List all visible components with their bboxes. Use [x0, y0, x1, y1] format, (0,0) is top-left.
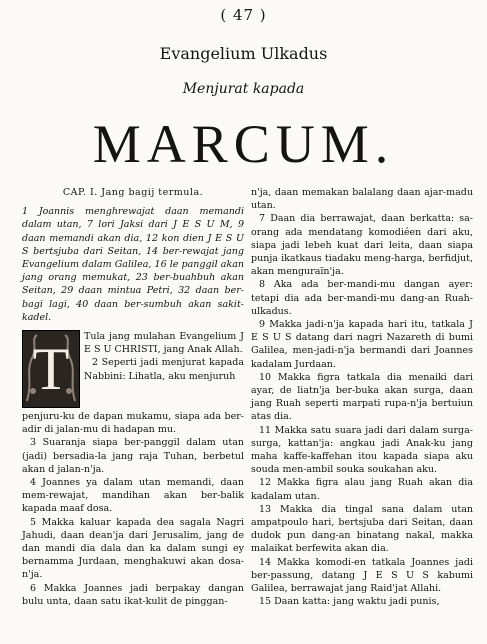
decorated-initial-block	[22, 330, 244, 408]
verse: 12 Makka figra alau jang Ruah akan dia kadalam utan.	[251, 477, 473, 502]
right-column	[251, 186, 473, 609]
chapter-heading: CAP. I. Jang bagij termula.	[62, 187, 204, 198]
verse: 14 Makka komodi-en tatkala Joannes jadi ber-passung, datang J E S U S kabumi Galilea, berrawajat jang Raid'jat Allahi.	[251, 556, 473, 595]
verse: 13 Makka dia tingal sana dalam utan ampatpoulo hari, bertsjuba dari Seitan, daan dudok pun dang-an binatang nakal, makka malaikat berfewita akan dia.	[251, 503, 473, 555]
initial-letter: T	[32, 336, 70, 403]
verse: 5 Makka kaluar kapada dea sagala Nagri Jahudi, daan dean'ja dari Jerusalim, jang de dan mandi dia dala dan ka dalam sungi ey bernamma Jurdaan, menghakuwi akan dosa-n'ja.	[22, 516, 244, 581]
left-column	[22, 186, 244, 608]
verse-2-start: 2 Seperti jadi menjurat kapada Nabbini: Lihatla, aku menjuruh	[84, 357, 244, 382]
page-number: ( 47 )	[220, 6, 267, 24]
book-title: MARCUM.	[92, 114, 395, 174]
verse: 11 Makka satu suara jadi dari dalam surga-surga, kattan'ja: angkau jadi Anak-ku jang maha kaffe-kaffehan itou kapada siapa aku souda men-ambil souka soukahan aku.	[251, 424, 473, 476]
verse: 3 Suaranja siapa ber-panggil dalam utan (jadi) bersadia-la jang raja Tuhan, berbetul akan d jalan-n'ja.	[22, 437, 244, 475]
verse: 7 Daan dia berrawajat, daan berkatta: sa-orang ada mendatang komodiéen dari aku, siapa jadi lebeh kuat dari leita, daan siapa punja ikatkaus tiadaku meng-harga, berfidjut, akan menguraïn'ja.	[251, 213, 473, 278]
gospel-subtitle: Menjurat kapada	[182, 81, 305, 97]
verse: penjuru-ku de dapan mukamu, siapa ada ber-adir di jalan-mu di hadapan mu.	[22, 411, 244, 436]
verse: 10 Makka figra tatkala dia menaiki dari ayar, de liatn'ja ber-buka akan surga, daan jang Ruah seperti marpati rupa-n'ja bertuiun atas dia.	[251, 371, 473, 423]
chapter-summary: 1 Joannis menghrewajat daan memandi dalam utan, 7 lori Jaksi dari J E S U M, 9 daan memandi akan dia, 12 kon dien J E S U S bertsjuba dari Seitan, 14 ber-rewajat jang Evangelium dalam Galilea, 16 le panggil akan jang orang memukat, 23 ber-buahbuh akan Seitan, 29 daan mintua Petri, 32 daan ber-bagi lagi, 40 daan ber-sumbuh akan sakit-kadel.	[22, 206, 244, 323]
verse: 15 Daan katta: jang waktu jadi punis,	[259, 596, 440, 608]
verse: 9 Makka jadi-n'ja kapada hari itu, tatkala J E S U S datang dari nagri Nazareth di bumi Galilea, men-jadi-n'ja bermandi dari Joannes kadalam Jurdaan.	[251, 319, 473, 370]
initial-paragraph	[84, 330, 244, 383]
verse: 4 Joannes ya dalam utan memandi, daan mem-rewajat, mandihan akan ber-balik kapada maaf dosa.	[22, 477, 244, 515]
verse: n'ja, daan memakan balalang daan ajar-madu utan.	[251, 187, 473, 212]
decorated-initial-icon	[22, 330, 80, 408]
gospel-title: Evangelium Ulkadus	[159, 44, 328, 63]
verse: 8 Aka ada ber-mandi-mu dangan ayer: tetapi dia ada ber-mandi-mu dang-an Ruah-ulkadus.	[251, 279, 473, 317]
verse-1-text: Tula jang mulahan Evangelium J E S U CHRISTI, jang Anak Allah.	[84, 331, 244, 356]
verse: 6 Makka Joannes jadi berpakay dangan bulu unta, daan satu ikat-kulit de pinggan-	[22, 582, 244, 607]
